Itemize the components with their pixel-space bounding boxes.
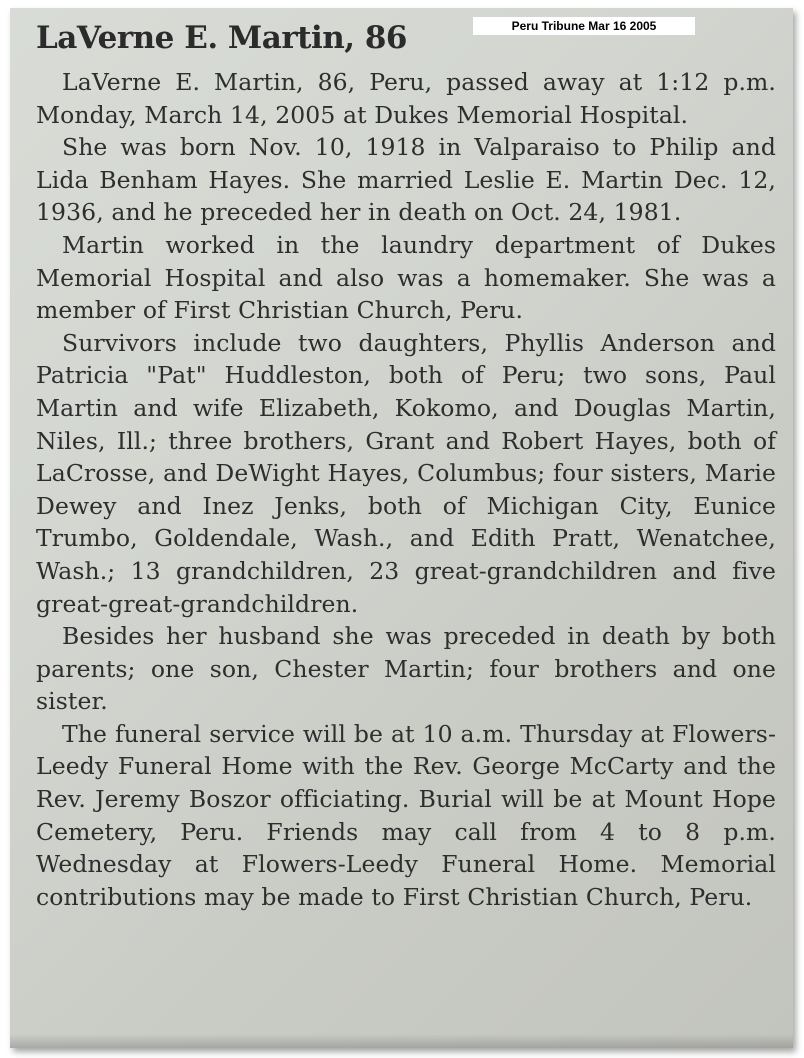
paragraph-birth-marriage: She was born Nov. 10, 1918 in Valparaiso to Philip and Lida Benham Hayes. She married Leslie E. Martin Dec. 12, 1936, and he preceded her in death on Oct. 24, 1981. [36,133,776,227]
paragraph-work: Martin worked in the laundry department of Dukes Memorial Hospital and also was a homemaker. She was a member of First Christian Church, Peru. [36,230,776,325]
paragraph-survivors: Survivors include two daughters, Phyllis Anderson and Patricia "Pat" Huddleston, both of Peru; two sons, Paul Martin and wife Elizabeth, Kokomo, and Douglas Martin, Niles, Ill.; three brothers, Grant and Robert Hayes, both of LaCrosse, and DeWight Hayes, Columbus; four sisters, Marie Dewey and Inez Jenks, both of Michigan City, Eunice Trumbo, Goldendale, Wash., and Edith Pratt, Wenatchee, Wash.; 13 grandchildren, 23 great-grandchildren and five great-great-grandchildren. [36,328,776,618]
obituary-body [36,66,776,913]
newspaper-clipping [10,8,793,1048]
source-label: Peru Tribune Mar 16 2005 [473,17,695,35]
obituary-headline: LaVerne E. Martin, 86 [36,20,408,56]
paragraph-preceded: Besides her husband she was preceded in death by both parents; one son, Chester Martin; four brothers and one sister. [36,622,776,716]
paragraph-death-notice: LaVerne E. Martin, 86, Peru, passed away at 1:12 p.m. Monday, March 14, 2005 at Dukes Memorial Hospital. [36,68,776,129]
paragraph-funeral: The funeral service will be at 10 a.m. Thursday at Flowers-Leedy Funeral Home with the Rev. George McCarty and the Rev. Jeremy Boszor officiating. Burial will be at Mount Hope Cemetery, Peru. Friends may call from 4 to 8 p.m. Wednesday at Flowers-Leedy Funeral Home. Memorial contributions may be made to First Christian Church, Peru. [36,719,776,911]
